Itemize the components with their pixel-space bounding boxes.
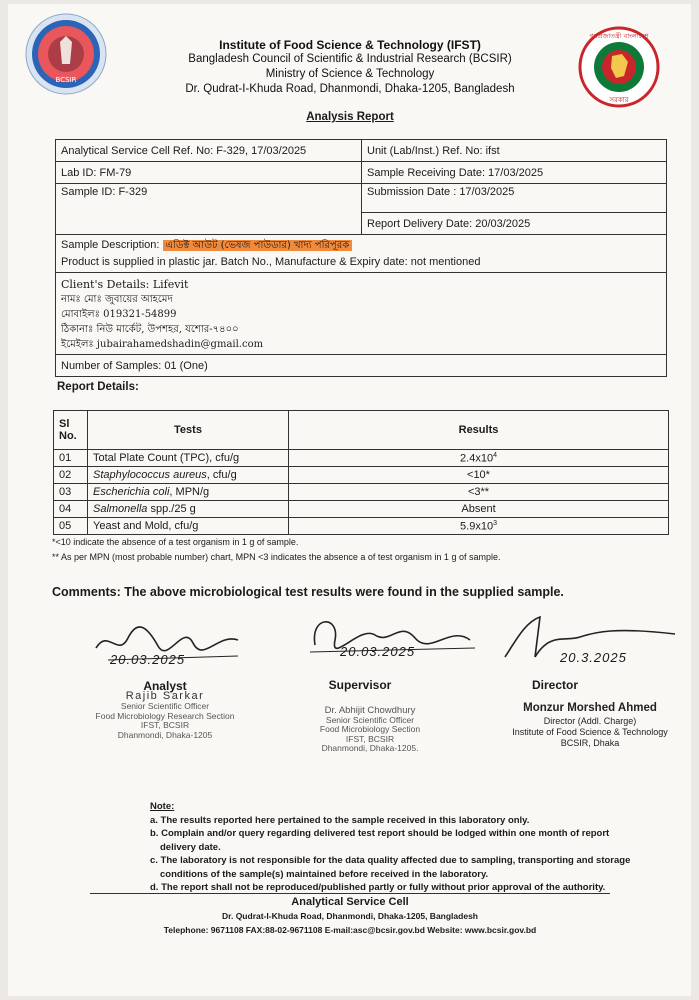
result-exponent: 3: [493, 519, 497, 527]
delivery-date-cell: Report Delivery Date: 20/03/2025: [362, 213, 667, 235]
client-email: ইমেইলঃ jubairahamedshadin@gmail.com: [61, 339, 264, 350]
no-header-label: No.: [59, 430, 77, 442]
analyst-role: Analyst: [143, 679, 187, 693]
description-label: Sample Description:: [61, 239, 160, 251]
ministry-name: Ministry of Science & Technology: [265, 68, 435, 80]
footnote-2: ** As per MPN (most probable number) chart, MPN <3 indicates the absence a of test organism in 1 g of sample.: [52, 552, 501, 562]
supervisor-role: Supervisor: [328, 678, 392, 692]
note-d: d. The report shall not be reproduced/published partly or fully without prior approval of the authority.: [150, 882, 606, 893]
director-place: BCSIR, Dhaka: [560, 738, 620, 748]
row-test: Yeast and Mold, cfu/g: [88, 518, 289, 535]
director-date: 20.3.2025: [560, 650, 627, 665]
notes-block: [150, 800, 650, 895]
row-test: [88, 467, 289, 484]
sl-header: [54, 411, 88, 450]
note-b1: b. Complain and/or query regarding delivered test report should be lodged within one month of report: [150, 828, 610, 839]
director-stamp: [500, 716, 680, 749]
footnote-1: *<10 indicate the absence of a test organism in 1 g of sample.: [52, 537, 299, 547]
report-details-label: Report Details:: [57, 381, 139, 393]
footer-address: Dr. Qudrat-I-Khuda Road, Dhanmondi, Dhaka-1205, Bangladesh: [222, 911, 478, 921]
comments-text: Comments: The above microbiological test results were found in the supplied sample.: [52, 585, 564, 599]
row-result: <3**: [289, 484, 669, 501]
supervisor-org: IFST, BCSIR: [345, 733, 395, 744]
table-row: [54, 518, 669, 535]
institute-address: Dr. Qudrat-I-Khuda Road, Dhanmondi, Dhaka-1205, Bangladesh: [185, 83, 515, 95]
sl-header-label: Sl: [59, 418, 70, 430]
submission-date-cell: Submission Date : 17/03/2025: [362, 184, 667, 213]
director-org: Institute of Food Science & Technology: [512, 727, 668, 737]
analyst-name: Rajib Sarkar: [125, 690, 205, 702]
client-mobile: মোবাইলঃ 019321-54899: [61, 309, 177, 320]
product-line: Product is supplied in plastic jar. Batch No., Manufacture & Expiry date: not mentioned: [61, 256, 481, 268]
seal-top-text: গণপ্রজাতন্ত্রী বাংলাদেশ: [589, 32, 649, 40]
client-title: Client's Details: Lifevit: [61, 278, 189, 291]
row-result: [289, 518, 669, 535]
tests-header: Tests: [88, 411, 289, 450]
row-sl: 02: [54, 467, 88, 484]
analyst-title: Senior Scientific Officer: [120, 701, 210, 711]
receiving-date-cell: Sample Receiving Date: 17/03/2025: [362, 162, 667, 184]
lab-id-cell: Lab ID: FM-79: [56, 162, 362, 184]
results-table: [53, 410, 669, 535]
row-test: [88, 484, 289, 501]
director-role: Director: [531, 678, 578, 692]
test-unit: , MPN/g: [169, 486, 210, 498]
director-name: Monzur Morshed Ahmed: [523, 702, 657, 714]
bcsir-logo-icon: [24, 12, 108, 96]
result-exponent: 4: [493, 451, 497, 459]
organism-name: Escherichia coli: [93, 486, 170, 498]
supervisor-title: Senior Scientific Officer: [325, 714, 415, 725]
note-a: a. The results reported here pertained to the sample received in this laboratory only.: [150, 814, 530, 826]
analyst-section: Food Microbiology Research Section: [95, 710, 235, 721]
footer-cell-name: Analytical Service Cell: [291, 896, 409, 908]
row-sl: 03: [54, 484, 88, 501]
analyst-stamp: [75, 702, 255, 740]
supervisor-name: Dr. Abhijit Chowdhury: [324, 705, 416, 716]
table-row: [54, 501, 669, 518]
organism-name: Staphylococcus aureus: [93, 469, 207, 481]
sample-description-cell: [56, 235, 667, 273]
client-address: ঠিকানাঃ নিউ মার্কেট, উপশহর, যশোর-৭৪০০: [61, 324, 239, 335]
supervisor-place: Dhanmondi, Dhaka-1205.: [321, 743, 419, 753]
sample-id-cell: Sample ID: F-329: [56, 184, 362, 235]
footer-contact: Telephone: 9671108 FAX:88-02-9671108 E-mail:asc@bcsir.gov.bd Website: www.bcsir.gov.bd: [163, 925, 537, 935]
row-result: Absent: [289, 501, 669, 518]
row-test: [88, 501, 289, 518]
seal-bottom-text: সরকার: [609, 96, 629, 104]
analyst-place: Dhanmondi, Dhaka-1205: [117, 729, 213, 740]
footer-divider: [90, 893, 610, 894]
table-row: [54, 450, 669, 467]
organism-name: Salmonella: [93, 503, 148, 515]
note-c2: conditions of the sample(s) maintained before received in the laboratory.: [160, 868, 489, 880]
num-samples-cell: Number of Samples: 01 (One): [56, 355, 667, 377]
row-sl: 01: [54, 450, 88, 467]
note-b2: delivery date.: [160, 841, 221, 853]
result-value: 2.4x10: [460, 452, 494, 465]
note-c1: c. The laboratory is not responsible for the data quality affected due to sampling, transporting and storage: [150, 855, 631, 866]
analyst-org: IFST, BCSIR: [140, 720, 190, 730]
client-name: নামঃ মোঃ জুবায়ের আহমেদ: [61, 294, 173, 305]
test-unit: spp./25 g: [147, 503, 196, 515]
page-title: Analysis Report: [306, 111, 394, 123]
description-value: এডিক্ট আউট (ভেষজ পাউডার) খাদ্য পরিপূরক: [163, 240, 353, 251]
govt-seal-icon: [578, 26, 660, 108]
test-unit: , cfu/g: [206, 469, 237, 481]
institute-name: Institute of Food Science & Technology (IFST): [219, 38, 481, 52]
analyst-date: 20.03.2025: [110, 652, 186, 667]
bcsir-logo-text: BCSIR: [55, 76, 77, 84]
sample-info-table: [55, 139, 667, 377]
council-name: Bangladesh Council of Scientific & Industrial Research (BCSIR): [188, 53, 512, 65]
supervisor-section: Food Microbiology Section: [319, 724, 421, 734]
supervisor-date: 20.03.2025: [340, 644, 416, 659]
client-details-cell: [56, 273, 667, 355]
row-sl: 05: [54, 518, 88, 535]
unit-ref-cell: Unit (Lab/Inst.) Ref. No: ifst: [362, 140, 667, 162]
results-header: Results: [289, 411, 669, 450]
analyst-signature-icon: [88, 618, 248, 678]
table-row: [54, 467, 669, 484]
director-title: Director (Addl. Charge): [543, 716, 637, 726]
row-result: [289, 450, 669, 467]
row-sl: 04: [54, 501, 88, 518]
row-result: <10*: [289, 467, 669, 484]
table-row: [54, 484, 669, 501]
supervisor-stamp: [290, 706, 450, 754]
result-value: 5.9x10: [460, 520, 494, 533]
row-test: Total Plate Count (TPC), cfu/g: [88, 450, 289, 467]
ref-no-cell: Analytical Service Cell Ref. No: F-329, 17/03/2025: [56, 140, 362, 162]
supervisor-signature-icon: [300, 610, 480, 670]
notes-label: Note:: [150, 801, 175, 812]
